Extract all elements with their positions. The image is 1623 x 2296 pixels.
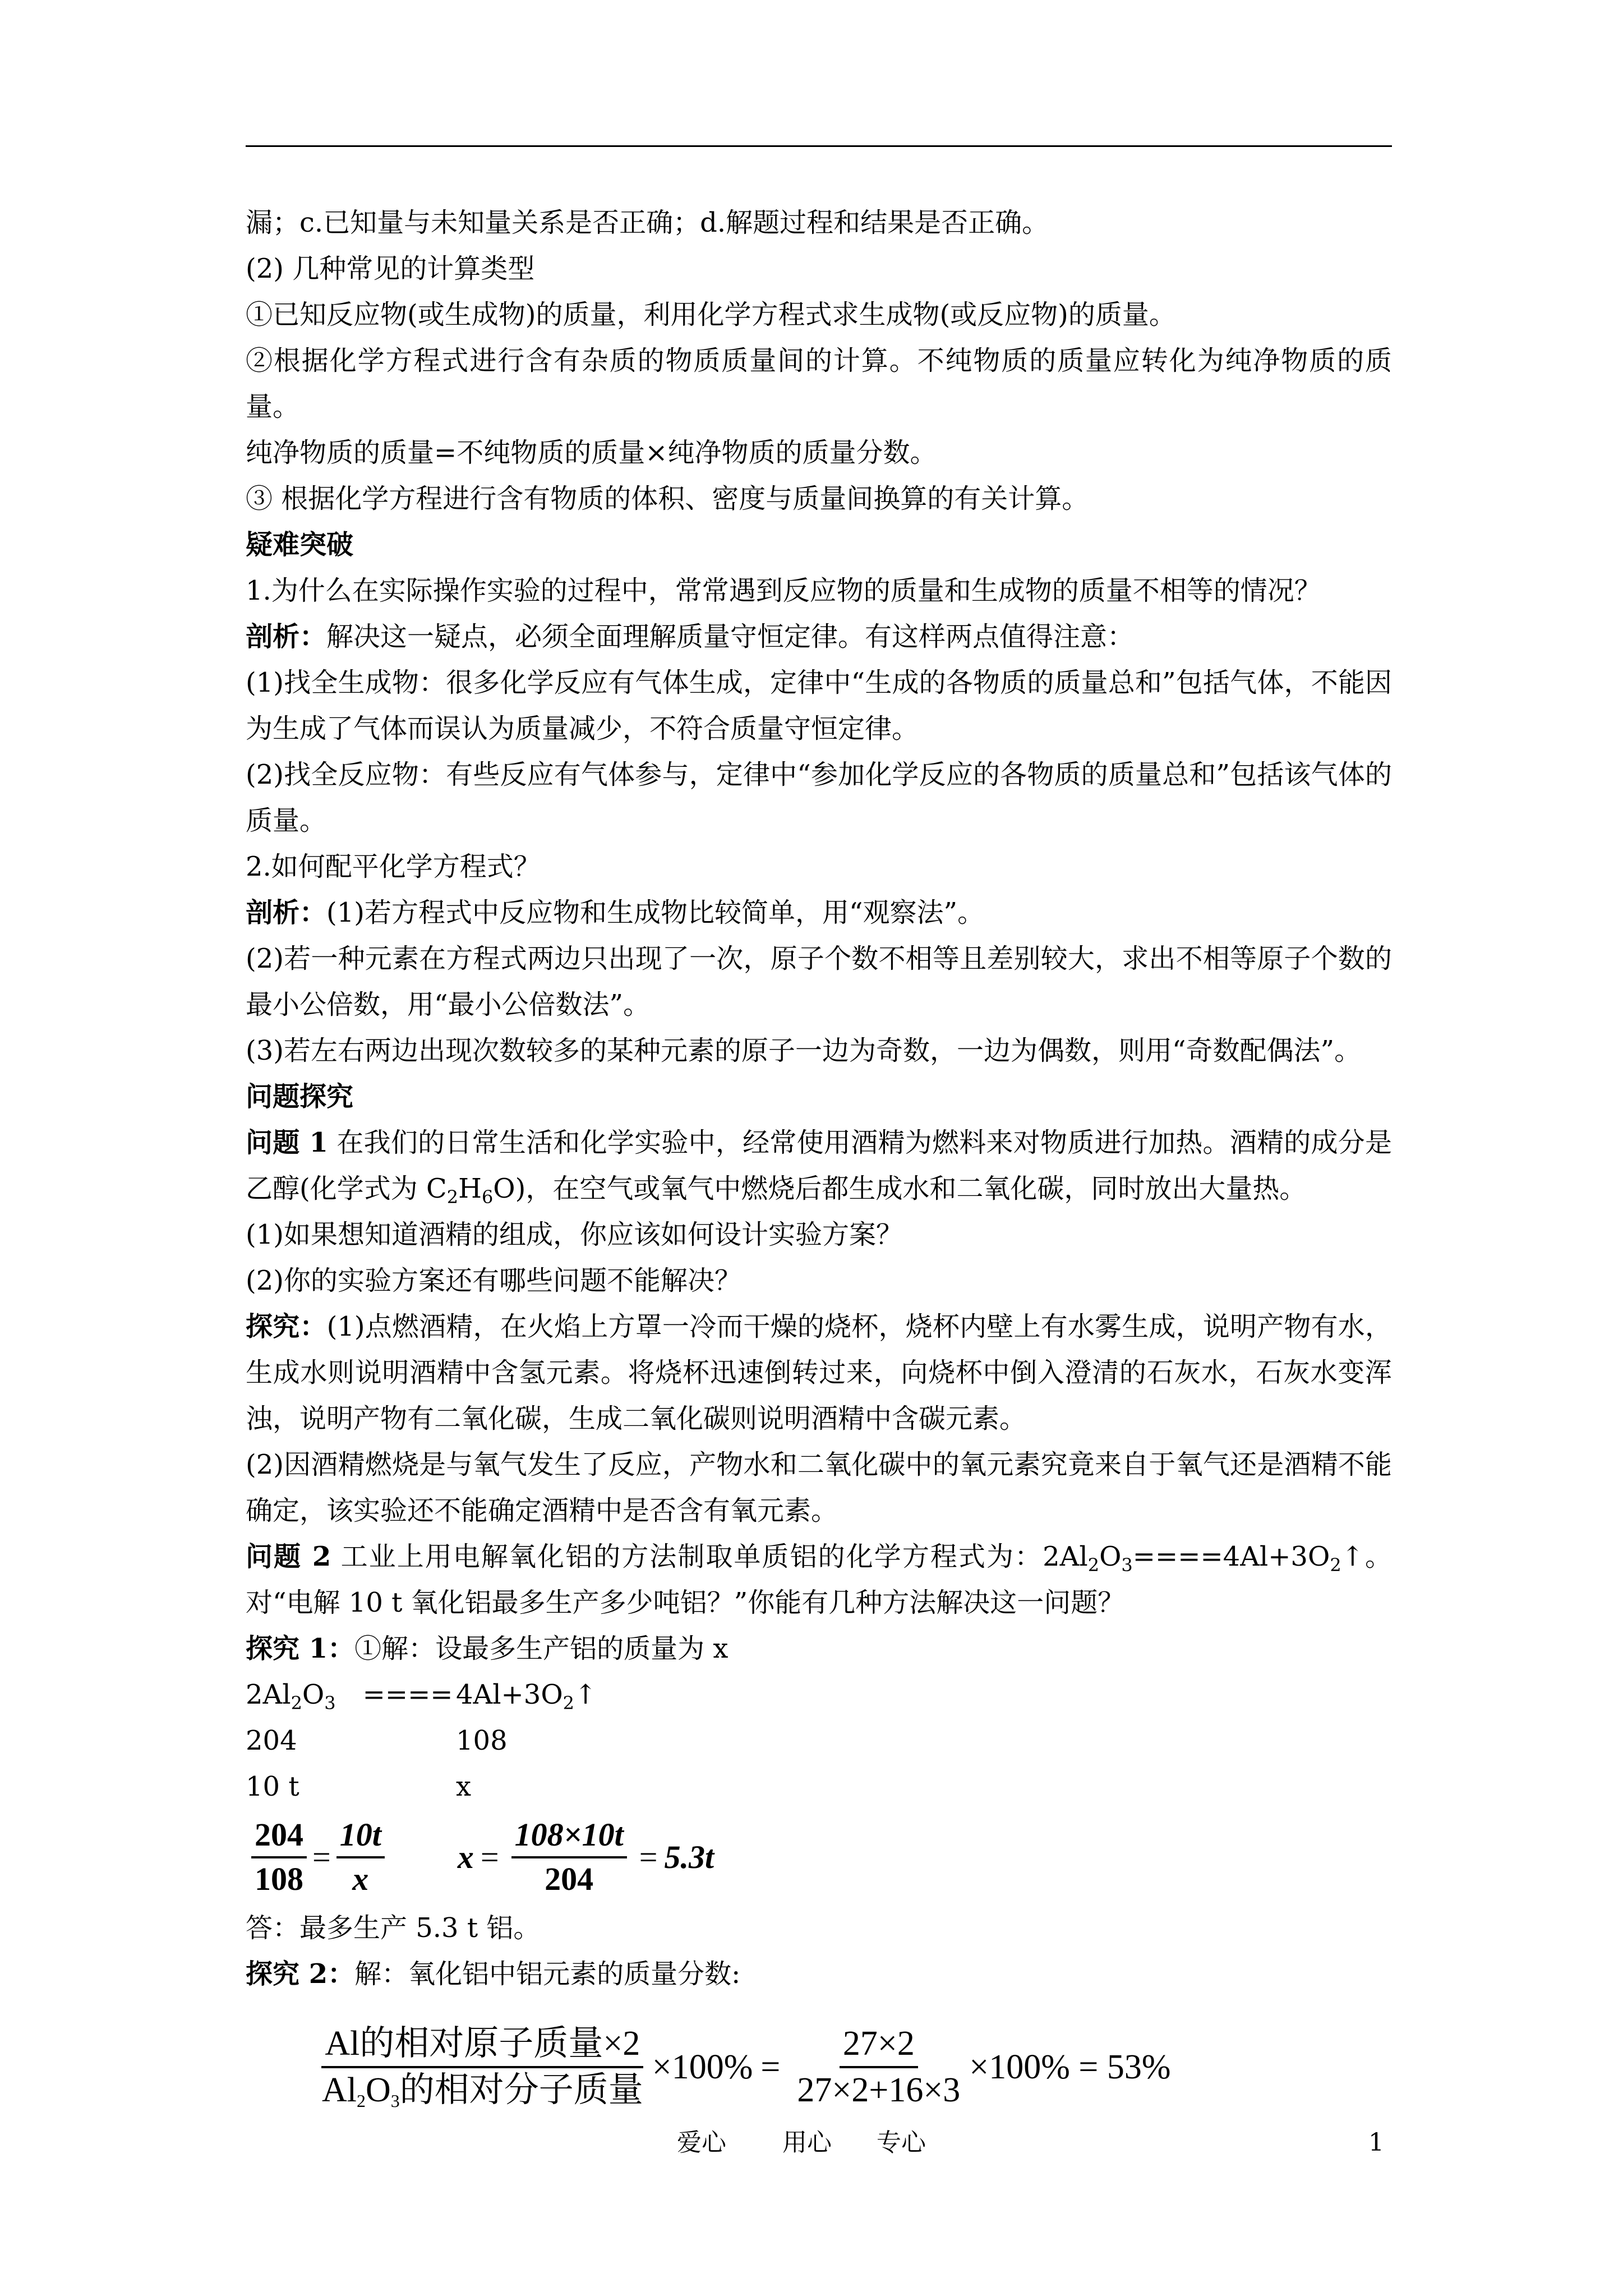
- formula-text: ↑: [574, 1679, 597, 1710]
- explore-label: 探究：: [246, 1311, 327, 1342]
- fraction-text: 的相对原子质量×2: [359, 2024, 640, 2063]
- symbol: Al: [325, 2024, 360, 2063]
- symbol: O: [366, 2071, 391, 2109]
- subscript: 2: [1330, 1554, 1341, 1576]
- explore-paragraph: [246, 1951, 1392, 1997]
- formula-text: O: [302, 1679, 325, 1710]
- motto-word: 用心: [782, 2128, 832, 2157]
- equals-sign: =: [760, 2048, 781, 2086]
- problem-text: 在我们的日常生活和化学实验中，经常使用酒精为燃料来对物质进行加热。酒精的成分是乙醇(化学式为 C: [246, 1127, 1392, 1204]
- proportion-equation: [246, 1810, 1392, 1905]
- explore-text: 解：氧化铝中铝元素的质量分数:: [354, 1958, 741, 1990]
- page-number: 1: [1368, 2128, 1384, 2157]
- result: 5.3t: [664, 1839, 714, 1875]
- given-row: [246, 1764, 1392, 1810]
- fraction-numerator: 27×2: [840, 2024, 918, 2068]
- text-line: ③ 根据化学方程进行含有物质的体积、密度与质量间换算的有关计算。: [246, 483, 1089, 514]
- footer-motto: [677, 2126, 926, 2160]
- fraction: [251, 1816, 307, 1898]
- problem-label: 问题 2: [246, 1541, 331, 1572]
- text-line: 纯净物质的质量=不纯物质的质量×纯净物质的质量分数。: [246, 437, 937, 468]
- subscript: 2: [446, 1186, 459, 1208]
- subscript: 3: [1121, 1554, 1133, 1576]
- text-line: ①已知反应物(或生成物)的质量，利用化学方程式求生成物(或反应物)的质量。: [246, 299, 1176, 330]
- subscript: 2: [1087, 1554, 1100, 1576]
- fraction: [336, 1816, 385, 1898]
- document-body: [246, 200, 1392, 2137]
- explore-paragraph: [246, 1304, 1392, 1442]
- analysis-text: 解决这一疑点，必须全面理解质量守恒定律。有这样两点值得注意：: [326, 621, 1135, 652]
- analysis-text: (1)若方程式中反应物和生成物比较简单，用“观察法”。: [326, 897, 985, 928]
- paragraph: (1)找全生成物：很多化学反应有气体生成，定律中“生成的各物质的质量总和”包括气体，不能因为生成了气体而误认为质量减少，不符合质量守恒定律。: [246, 667, 1392, 744]
- problem-text: O: [1099, 1541, 1122, 1572]
- section-heading: 疑难突破: [246, 529, 354, 560]
- formula-text: 2Al: [246, 1679, 291, 1710]
- explore-label: 探究 1：: [246, 1633, 355, 1664]
- symbol: Al: [322, 2071, 357, 2109]
- fraction-denominator: 108: [255, 1861, 303, 1897]
- question: 1.为什么在实际操作实验的过程中，常常遇到反应物的质量和生成物的质量不相等的情况？: [246, 575, 1321, 606]
- text-line: 漏；c.已知量与未知量关系是否正确；d.解题过程和结果是否正确。: [246, 207, 1049, 238]
- fraction-denominator: [319, 2068, 647, 2110]
- paragraph: (2)若一种元素在方程式两边只出现了一次，原子个数不相等且差别较大，求出不相等原子个数的最小公倍数，用“最小公倍数法”。: [246, 943, 1392, 1020]
- problem-text: ↑。对“电解 10 t 氧化铝最多生产多少吨铝？”你能有几种方法解决这一问题？: [246, 1541, 1392, 1618]
- paragraph: (3)若左右两边出现次数较多的某种元素的原子一边为奇数，一边为偶数，则用“奇数配偶法”。: [246, 1035, 1362, 1066]
- analysis-label: 剖析：: [246, 897, 327, 928]
- variable: x: [457, 1839, 474, 1875]
- fraction-numerator: 10t: [336, 1816, 385, 1858]
- fraction-denominator: 204: [545, 1861, 594, 1897]
- question: 2.如何配平化学方程式？: [246, 851, 541, 882]
- subscript: 2: [291, 1692, 302, 1714]
- mass-fraction-equation: [313, 1997, 1392, 2137]
- fraction: [794, 2024, 963, 2111]
- problem-paragraph: [246, 1534, 1392, 1626]
- fraction-text: 的相对分子质量: [399, 2071, 643, 2109]
- problem-text: ====4Al+3O: [1132, 1541, 1330, 1572]
- mass-right: 108: [456, 1725, 508, 1756]
- fraction-numerator: 108×10t: [511, 1816, 627, 1858]
- section-heading: 问题探究: [246, 1081, 354, 1112]
- percent-factor: ×100%: [652, 2048, 753, 2086]
- subscript: 6: [481, 1186, 494, 1208]
- header-rule: [246, 145, 1392, 147]
- explore-text: (1)点燃酒精，在火焰上方罩一冷而干燥的烧杯，烧杯内壁上有水雾生成，说明产物有水，生成水则说明酒精中含氢元素。将烧杯迅速倒转过来，向烧杯中倒入澄清的石灰水，石灰水变浑浊，说明产物有二氧化碳，生成二氧化碳则说明酒精中含碳元素。: [246, 1311, 1392, 1434]
- given-left: 10 t: [246, 1771, 299, 1802]
- problem-text: H: [458, 1173, 482, 1204]
- analysis-paragraph: [246, 890, 1392, 936]
- fraction-denominator: x: [352, 1861, 369, 1897]
- reaction-arrow: ====: [362, 1679, 453, 1710]
- fraction-numerator: [321, 2024, 643, 2068]
- motto-word: 爱心: [677, 2128, 726, 2157]
- explore-paragraph: [246, 1626, 1392, 1672]
- equation-right: [456, 1672, 597, 1718]
- equals-sign: =: [312, 1839, 331, 1875]
- paragraph: (2)因酒精燃烧是与氧气发生了反应，产物水和二氧化碳中的氧元素究竟来自于氧气还是酒精不能确定，该实验还不能确定酒精中是否含有氧元素。: [246, 1449, 1392, 1526]
- mass-row: [246, 1718, 1392, 1764]
- question: (1)如果想知道酒精的组成，你应该如何设计实验方案？: [246, 1219, 903, 1250]
- answer: 答：最多生产 5.3 t 铝。: [246, 1912, 541, 1944]
- equals-sign: =: [639, 1839, 658, 1875]
- subscript: 3: [390, 2091, 400, 2111]
- explore-label: 探究 2：: [246, 1958, 355, 1990]
- formula-text: 4Al+3O: [456, 1679, 563, 1710]
- given-right: x: [456, 1771, 472, 1802]
- equation-left: [246, 1672, 456, 1718]
- fraction: [511, 1816, 627, 1898]
- text-line: ②根据化学方程式进行含有杂质的物质质量间的计算。不纯物质的质量应转化为纯净物质的质量。: [246, 345, 1392, 422]
- question: (2)你的实验方案还有哪些问题不能解决？: [246, 1265, 741, 1296]
- fraction-denominator: 27×2+16×3: [797, 2071, 961, 2109]
- analysis-label: 剖析：: [246, 621, 327, 652]
- mass-left: 204: [246, 1725, 297, 1756]
- fraction-numerator: 204: [251, 1816, 307, 1858]
- subscript: 2: [562, 1692, 575, 1714]
- percent-result: ×100% = 53%: [969, 2048, 1171, 2086]
- subscript: 3: [324, 1692, 336, 1714]
- problem-text: 工业上用电解氧化铝的方法制取单质铝的化学方程式为：2Al: [331, 1541, 1088, 1572]
- explore-text: ①解：设最多生产铝的质量为 x: [354, 1633, 728, 1664]
- problem-paragraph: [246, 1120, 1392, 1212]
- problem-label: 问题 1: [246, 1127, 328, 1158]
- paragraph: (2)找全反应物：有些反应有气体参与，定律中“参加化学反应的各物质的质量总和”包括该气体的质量。: [246, 759, 1392, 836]
- subscript: 2: [357, 2091, 366, 2111]
- equals-sign: =: [480, 1839, 499, 1875]
- analysis-paragraph: [246, 614, 1392, 660]
- equation-row: [246, 1672, 1392, 1718]
- motto-word: 专心: [877, 2128, 926, 2157]
- fraction: [319, 2024, 647, 2111]
- problem-text: O)，在空气或氧气中燃烧后都生成水和二氧化碳，同时放出大量热。: [493, 1173, 1307, 1204]
- text-line: (2) 几种常见的计算类型: [246, 253, 535, 284]
